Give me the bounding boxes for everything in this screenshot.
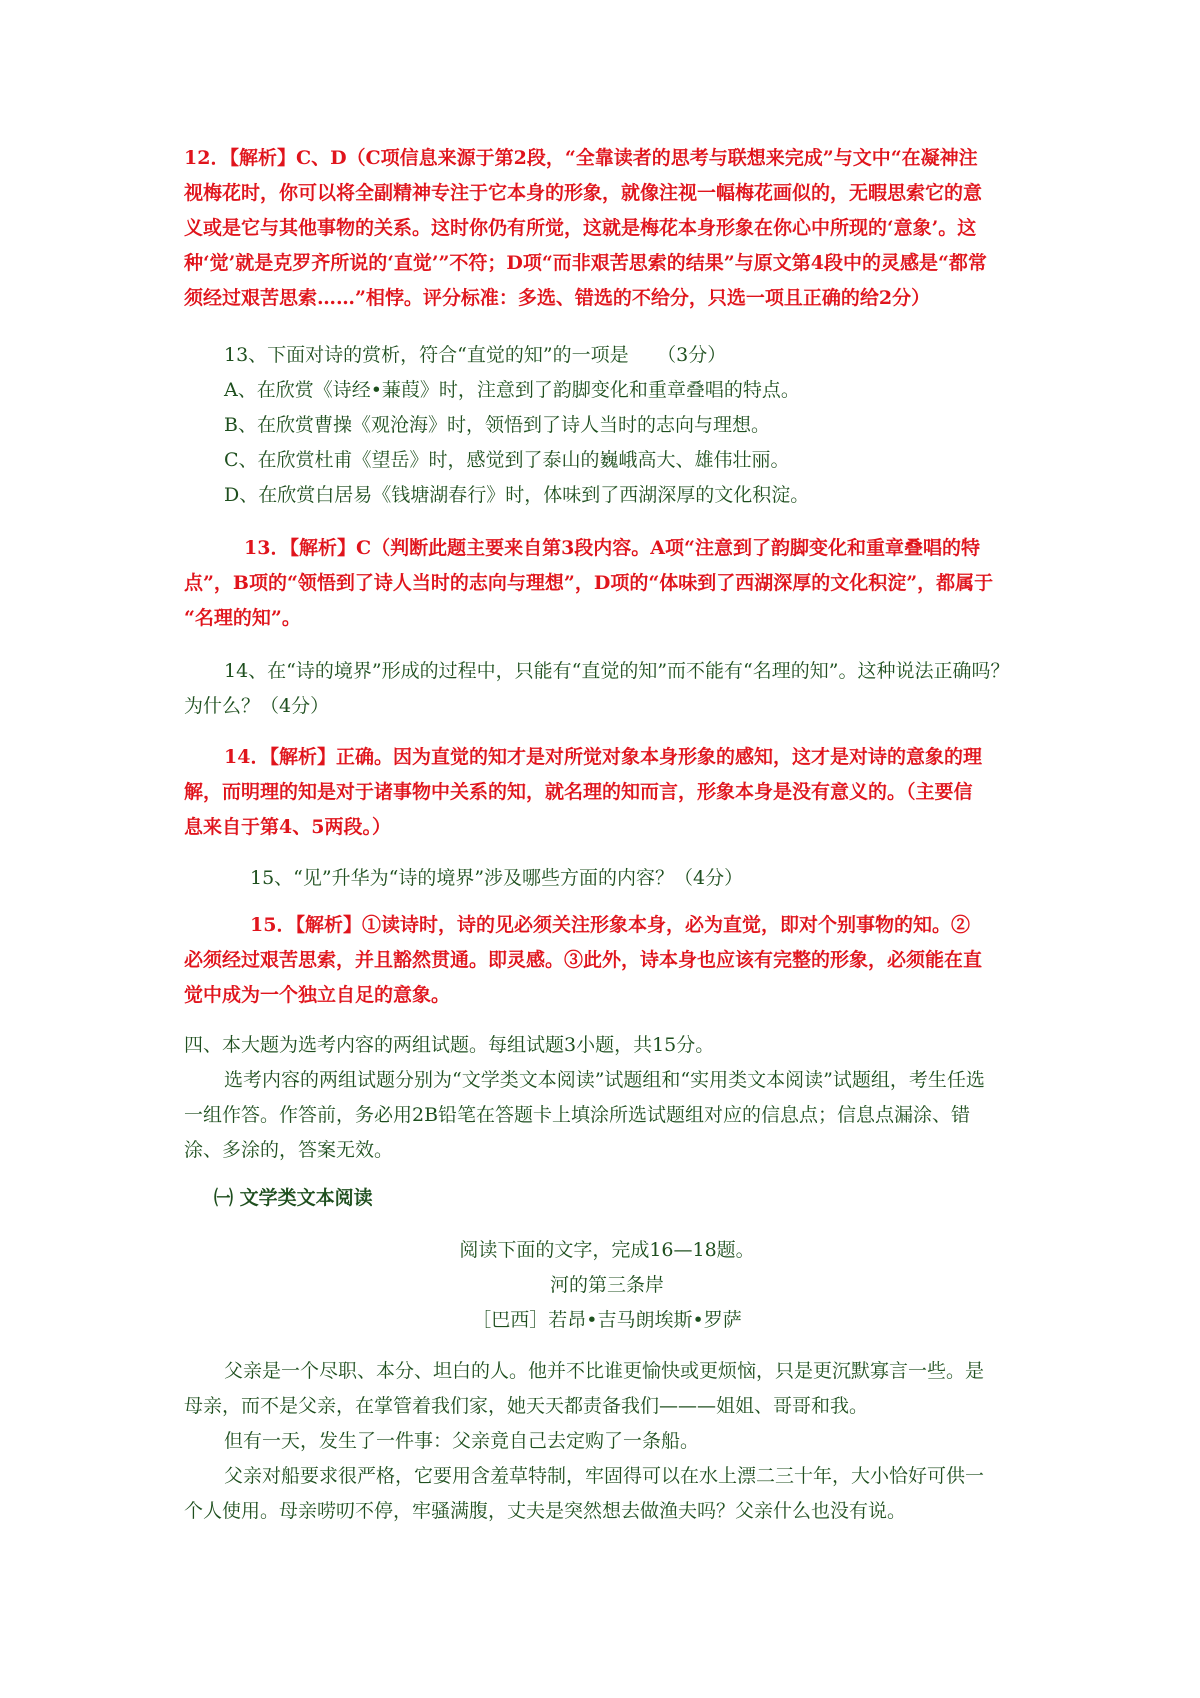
- q15-question: [250, 861, 1030, 896]
- subsection-heading: [214, 1181, 1030, 1216]
- answer-line: 必须经过艰苦思索，并且豁然贯通。即灵感。③此外，诗本身也应该有完整的形象，必须能在直: [184, 949, 983, 971]
- answer-line: 14．【解析】正确。因为直觉的知才是对所觉对象本身形象的感知，这才是对诗的意象的理: [224, 746, 982, 768]
- option-d: D、在欣赏白居易《钱塘湖春行》时，体味到了西湖深厚的文化积淀。: [224, 484, 810, 506]
- answer-line: 觉中成为一个独立自足的意象。: [184, 984, 451, 1006]
- subsection-title: ㈠ 文学类文本阅读: [214, 1187, 373, 1209]
- paragraph-line: 父亲对船要求很严格，它要用含羞草特制，牢固得可以在水上漂二三十年，大小恰好可供一: [224, 1465, 985, 1487]
- intro-line: 涂、多涂的，答案无效。: [184, 1139, 394, 1161]
- answer-line: 13．【解析】C（判断此题主要来自第3段内容。A项“注意到了韵脚变化和重章叠唱的特: [244, 537, 980, 559]
- answer-line: “名理的知”。: [184, 607, 301, 629]
- q13-question: [224, 338, 1030, 513]
- intro-line: 选考内容的两组试题分别为“文学类文本阅读”试题组和“实用类文本阅读”试题组，考生任选: [224, 1069, 985, 1091]
- option-a: A、在欣赏《诗经•蒹葭》时，注意到了韵脚变化和重章叠唱的特点。: [224, 379, 800, 401]
- reading-title: 河的第三条岸: [549, 1274, 664, 1296]
- paragraph-line: 母亲，而不是父亲，在掌管着我们家，她天天都责备我们———姐姐、哥哥和我。: [184, 1395, 869, 1417]
- answer-line: 解，而明理的知是对于诸事物中关系的知，就名理的知而言，形象本身是没有意义的。（主要信: [184, 781, 973, 803]
- question-stem: 15、“见”升华为“诗的境界”涉及哪些方面的内容？（4分）: [250, 867, 744, 889]
- answer-line: 点”，B项的“领悟到了诗人当时的志向与理想”，D项的“体味到了西湖深厚的文化积淀”，都属于: [184, 572, 994, 594]
- paragraph-line: 但有一天，发生了一件事：父亲竟自己去定购了一条船。: [224, 1430, 700, 1452]
- answer-line: 15．【解析】①读诗时，诗的见必须关注形象本身，必为直觉，即对个别事物的知。②: [250, 914, 970, 936]
- answer-line: 12．【解析】C、D（C项信息来源于第2段，“全靠读者的思考与联想来完成”与文中“在凝神注: [184, 147, 978, 169]
- q15-answer: [184, 908, 1030, 1013]
- answer-line: 须经过艰苦思索……”相悖。评分标准：多选、错选的不给分，只选一项且正确的给2分）: [184, 287, 931, 309]
- section-heading: 四、本大题为选考内容的两组试题。每组试题3小题，共15分。: [184, 1034, 715, 1056]
- section-4: [184, 1028, 1030, 1168]
- q14-question: [184, 654, 1030, 724]
- option-c: C、在欣赏杜甫《望岳》时，感觉到了泰山的巍峨高大、雄伟壮丽。: [224, 449, 790, 471]
- reading-text: [184, 1354, 1030, 1529]
- paragraph-line: 父亲是一个尽职、本分、坦白的人。他并不比谁更愉快或更烦恼，只是更沉默寡言一些。是: [224, 1360, 985, 1382]
- reading-header: [184, 1233, 1030, 1338]
- paragraph-line: 个人使用。母亲唠叨不停，牢骚满腹，丈夫是突然想去做渔夫吗？父亲什么也没有说。: [184, 1500, 907, 1522]
- answer-line: 种‘觉’就是克罗齐所说的‘直觉’”不符；D项“而非艰苦思索的结果”与原文第4段中的灵感是“都常: [184, 252, 987, 274]
- question-stem: 13、下面对诗的赏析，符合“直觉的知”的一项是 （3分）: [224, 344, 727, 366]
- question-line: 为什么？（4分）: [184, 695, 330, 717]
- reading-instruction: 阅读下面的文字，完成16—18题。: [459, 1239, 755, 1261]
- answer-line: 义或是它与其他事物的关系。这时你仍有所觉，这就是梅花本身形象在你心中所现的‘意象’。这: [184, 217, 977, 239]
- q13-answer: [184, 531, 1030, 636]
- q14-answer: [184, 740, 1030, 845]
- q12-answer: [184, 141, 1030, 316]
- intro-line: 一组作答。作答前，务必用2B铅笔在答题卡上填涂所选试题组对应的信息点；信息点漏涂、错: [184, 1104, 971, 1126]
- answer-line: 息来自于第4、5两段。）: [184, 816, 391, 838]
- question-line: 14、在“诗的境界”形成的过程中，只能有“直觉的知”而不能有“名理的知”。这种说法正确吗？: [224, 660, 1010, 682]
- answer-line: 视梅花时，你可以将全副精神专注于它本身的形象，就像注视一幅梅花画似的，无暇思索它的意: [184, 182, 983, 204]
- reading-author: ［巴西］若昂•吉马朗埃斯•罗萨: [472, 1309, 742, 1331]
- option-b: B、在欣赏曹操《观沧海》时，领悟到了诗人当时的志向与理想。: [224, 414, 770, 436]
